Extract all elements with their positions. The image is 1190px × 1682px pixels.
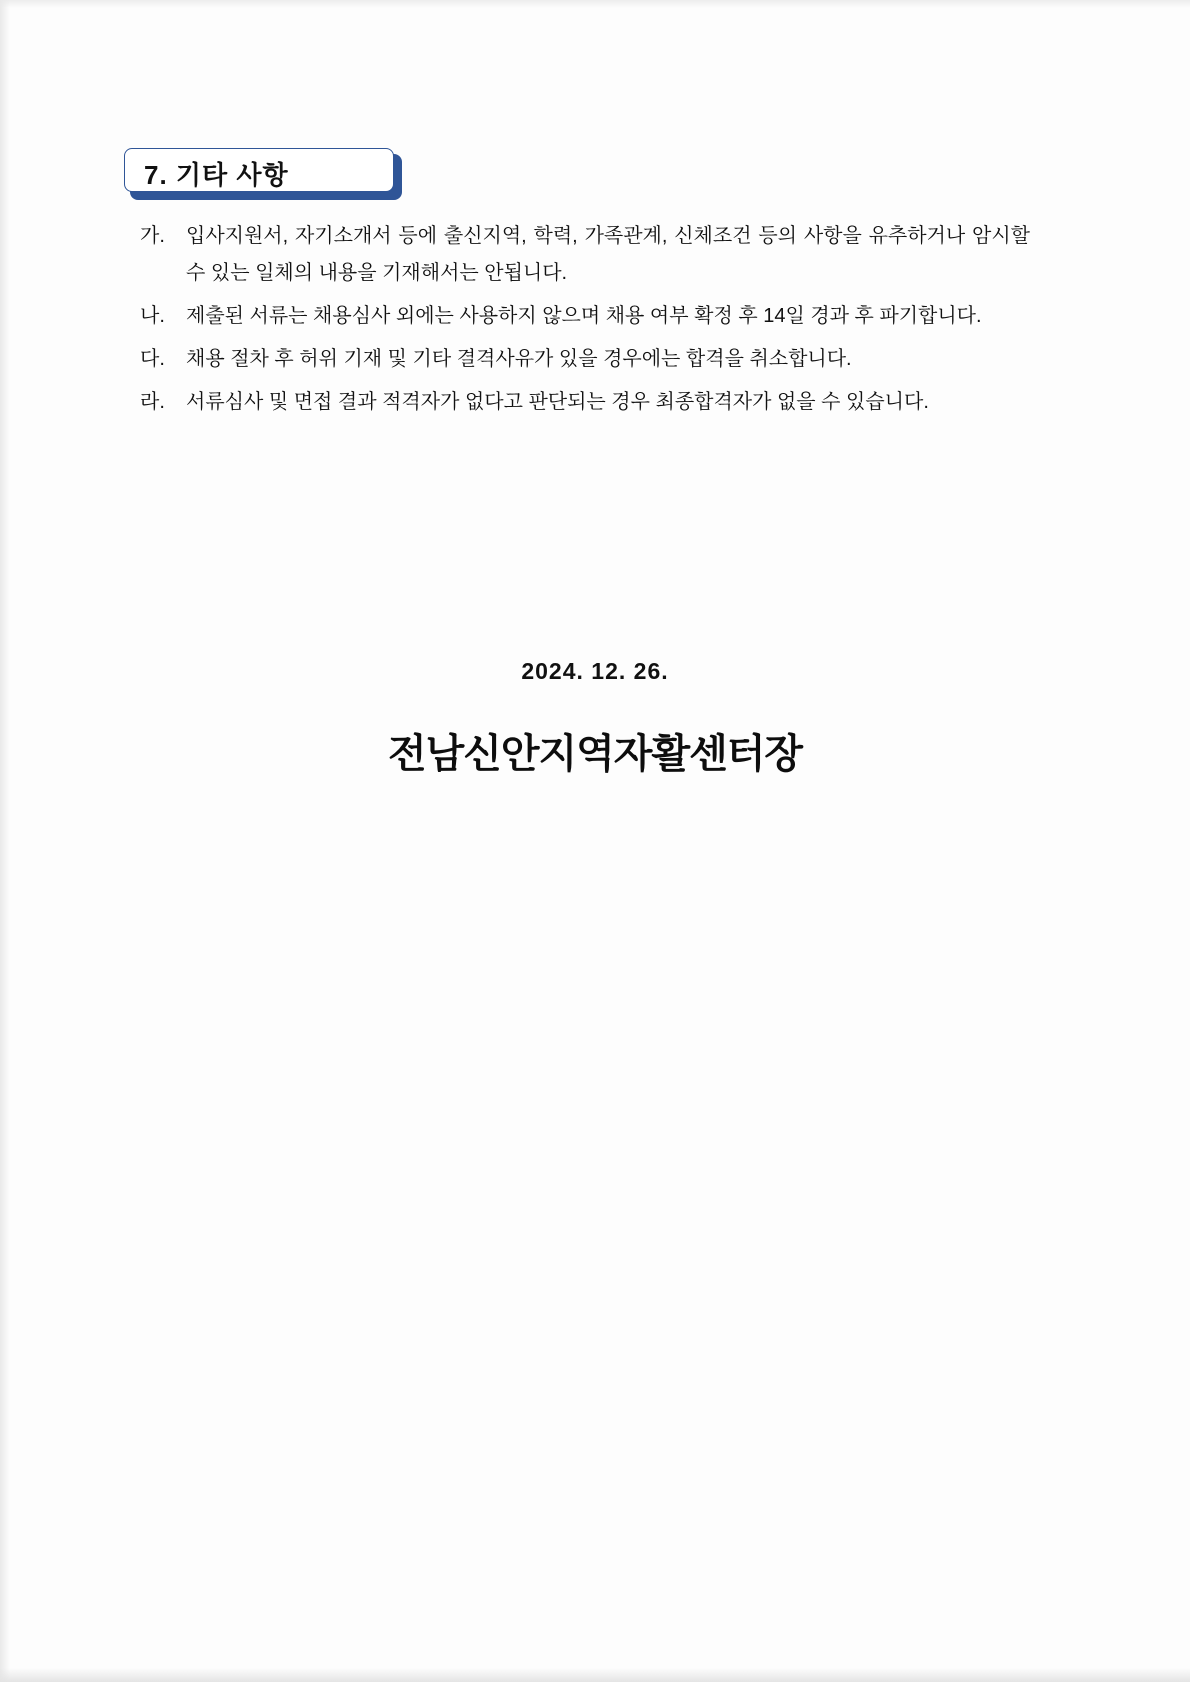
other-matters-list [140,218,1030,427]
list-item [140,218,1030,292]
list-item-text: 서류심사 및 면접 결과 적격자가 없다고 판단되는 경우 최종합격자가 없을 수 있습니다. [186,391,929,413]
scan-edge-top [0,0,1190,8]
issuer-signature: 전남신안지역자활센터장 [387,730,803,777]
list-item [140,341,1030,378]
list-item-marker: 가. [140,225,165,247]
list-item-text: 입사지원서, 자기소개서 등에 출신지역, 학력, 가족관계, 신체조건 등의 사항을 유추하거나 암시할 수 있는 일체의 내용을 기재해서는 안됩니다. [186,225,1030,284]
scan-edge-left [0,0,10,1682]
list-item-text: 제출된 서류는 채용심사 외에는 사용하지 않으며 채용 여부 확정 후 14일 경과 후 파기합니다. [186,305,982,327]
list-item [140,298,1030,335]
list-item-marker: 다. [140,348,165,370]
list-item-text: 채용 절차 후 허위 기재 및 기타 결격사유가 있을 경우에는 합격을 취소합니다. [186,348,852,370]
list-item-marker: 라. [140,391,165,413]
list-item-marker: 나. [140,305,165,327]
section-heading-label: 7. 기타 사항 [144,160,289,190]
scan-edge-bottom [0,1668,1190,1682]
list-item [140,384,1030,421]
section-heading [124,148,396,194]
document-date: 2024. 12. 26. [521,658,669,684]
